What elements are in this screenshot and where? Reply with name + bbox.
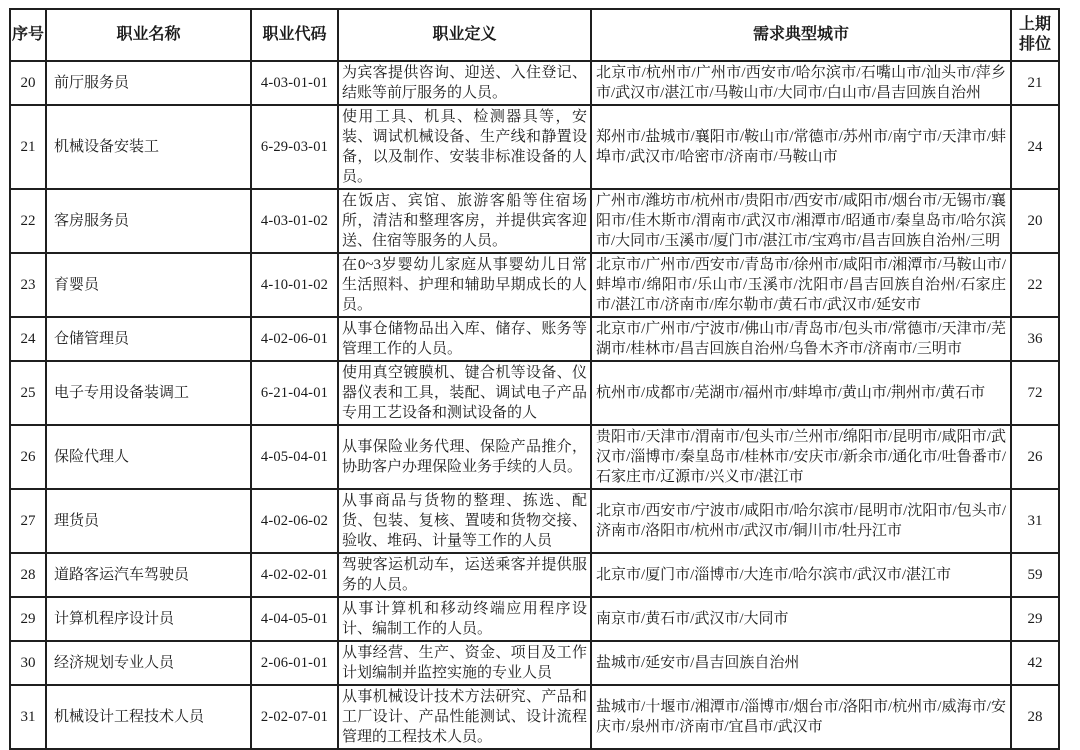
serial-number-cell: 26 [10,425,46,489]
serial-number-cell: 27 [10,489,46,553]
definition-cell: 为宾客提供咨询、迎送、入住登记、结账等前厅服务的人员。 [338,61,591,105]
table-row [10,489,1059,553]
definition-cell: 从事仓储物品出入库、储存、账务等管理工作的人员。 [338,317,591,361]
header-occupation-name: 职业名称 [46,9,251,61]
occupation-name-cell: 育婴员 [46,253,251,317]
occupation-name-cell: 经济规划专业人员 [46,641,251,685]
header-typical-demand-cities: 需求典型城市 [591,9,1011,61]
table-row [10,641,1059,685]
previous-rank-cell: 21 [1011,61,1059,105]
header-occupation-definition: 职业定义 [338,9,591,61]
definition-cell: 使用真空镀膜机、键合机等设备、仪器仪表和工具，装配、调试电子产品专用工艺设备和测试设备的人 [338,361,591,425]
occupation-name-cell: 计算机程序设计员 [46,597,251,641]
occupation-name-cell: 前厅服务员 [46,61,251,105]
occupation-name-cell: 机械设计工程技术人员 [46,685,251,749]
occupation-code-cell: 4-04-05-01 [251,597,338,641]
table-row [10,361,1059,425]
occupation-name-cell: 仓储管理员 [46,317,251,361]
occupation-code-cell: 4-03-01-02 [251,189,338,253]
cities-cell: 郑州市/盐城市/襄阳市/鞍山市/常德市/苏州市/南宁市/天津市/蚌埠市/武汉市/哈密市/济南市/马鞍山市 [591,105,1011,189]
table-header [10,9,1059,61]
occupation-code-cell: 4-02-06-01 [251,317,338,361]
cities-cell: 北京市/西安市/宁波市/咸阳市/哈尔滨市/昆明市/沈阳市/包头市/济南市/洛阳市/杭州市/武汉市/铜川市/牡丹江市 [591,489,1011,553]
cities-cell: 北京市/厦门市/淄博市/大连市/哈尔滨市/武汉市/湛江市 [591,553,1011,597]
previous-rank-cell: 72 [1011,361,1059,425]
serial-number-cell: 31 [10,685,46,749]
definition-cell: 从事机械设计技术方法研究、产品和工厂设计、产品性能测试、设计流程管理的工程技术人员。 [338,685,591,749]
definition-cell: 使用工具、机具、检测器具等，安装、调试机械设备、生产线和静置设备，以及制作、安装非标准设备的人员。 [338,105,591,189]
table-row [10,317,1059,361]
header-occupation-code: 职业代码 [251,9,338,61]
previous-rank-cell: 36 [1011,317,1059,361]
definition-cell: 在0~3岁婴幼儿家庭从事婴幼儿日常生活照料、护理和辅助早期成长的人员。 [338,253,591,317]
serial-number-cell: 25 [10,361,46,425]
cities-cell: 北京市/广州市/西安市/青岛市/徐州市/咸阳市/湘潭市/马鞍山市/蚌埠市/绵阳市/乐山市/玉溪市/沈阳市/昌吉回族自治州/石家庄市/湛江市/济南市/库尔勒市/黄石市/武汉市/延安市 [591,253,1011,317]
occupation-name-cell: 保险代理人 [46,425,251,489]
serial-number-cell: 20 [10,61,46,105]
definition-cell: 驾驶客运机动车，运送乘客并提供服务的人员。 [338,553,591,597]
previous-rank-cell: 22 [1011,253,1059,317]
cities-cell: 贵阳市/天津市/渭南市/包头市/兰州市/绵阳市/昆明市/咸阳市/武汉市/淄博市/秦皇岛市/桂林市/安庆市/新余市/通化市/吐鲁番市/石家庄市/辽源市/兴义市/湛江市 [591,425,1011,489]
serial-number-cell: 30 [10,641,46,685]
occupation-name-cell: 道路客运汽车驾驶员 [46,553,251,597]
cities-cell: 北京市/杭州市/广州市/西安市/哈尔滨市/石嘴山市/汕头市/萍乡市/武汉市/湛江市/马鞍山市/大同市/白山市/昌吉回族自治州 [591,61,1011,105]
occupation-name-cell: 机械设备安装工 [46,105,251,189]
serial-number-cell: 21 [10,105,46,189]
cities-cell: 盐城市/十堰市/湘潭市/淄博市/烟台市/洛阳市/杭州市/威海市/安庆市/泉州市/济南市/宜昌市/武汉市 [591,685,1011,749]
occupation-name-cell: 理货员 [46,489,251,553]
definition-cell: 从事经营、生产、资金、项目及工作计划编制并监控实施的专业人员 [338,641,591,685]
cities-cell: 杭州市/成都市/芜湖市/福州市/蚌埠市/黄山市/荆州市/黄石市 [591,361,1011,425]
table-row [10,189,1059,253]
occupation-code-cell: 2-02-07-01 [251,685,338,749]
cities-cell: 广州市/潍坊市/杭州市/贵阳市/西安市/咸阳市/烟台市/无锡市/襄阳市/佳木斯市/渭南市/武汉市/湘潭市/昭通市/秦皇岛市/哈尔滨市/大同市/玉溪市/厦门市/湛江市/宝鸡市/昌吉回族自治州/三明 [591,189,1011,253]
previous-rank-cell: 28 [1011,685,1059,749]
previous-rank-cell: 31 [1011,489,1059,553]
occupation-code-cell: 4-02-06-02 [251,489,338,553]
table-row [10,685,1059,749]
occupation-code-cell: 6-29-03-01 [251,105,338,189]
table-row [10,597,1059,641]
table-row [10,61,1059,105]
serial-number-cell: 24 [10,317,46,361]
header-serial-number: 序号 [10,9,46,61]
previous-rank-cell: 26 [1011,425,1059,489]
header-previous-rank: 上期排位 [1011,9,1059,61]
definition-cell: 在饭店、宾馆、旅游客船等住宿场所，清洁和整理客房，并提供宾客迎送、住宿等服务的人员。 [338,189,591,253]
occupation-code-cell: 2-06-01-01 [251,641,338,685]
serial-number-cell: 29 [10,597,46,641]
serial-number-cell: 22 [10,189,46,253]
occupation-name-cell: 客房服务员 [46,189,251,253]
previous-rank-cell: 20 [1011,189,1059,253]
occupation-code-cell: 4-05-04-01 [251,425,338,489]
serial-number-cell: 28 [10,553,46,597]
definition-cell: 从事保险业务代理、保险产品推介，协助客户办理保险业务手续的人员。 [338,425,591,489]
occupation-code-cell: 4-10-01-02 [251,253,338,317]
definition-cell: 从事商品与货物的整理、拣选、配货、包装、复核、置唛和货物交接、验收、堆码、计量等工作的人员 [338,489,591,553]
table-row [10,425,1059,489]
previous-rank-cell: 24 [1011,105,1059,189]
table-row [10,553,1059,597]
cities-cell: 南京市/黄石市/武汉市/大同市 [591,597,1011,641]
previous-rank-cell: 42 [1011,641,1059,685]
occupation-code-cell: 4-03-01-01 [251,61,338,105]
occupation-ranking-table [9,8,1060,750]
occupation-name-cell: 电子专用设备装调工 [46,361,251,425]
occupation-code-cell: 6-21-04-01 [251,361,338,425]
serial-number-cell: 23 [10,253,46,317]
cities-cell: 盐城市/延安市/昌吉回族自治州 [591,641,1011,685]
table-row [10,105,1059,189]
table-row [10,253,1059,317]
definition-cell: 从事计算机和移动终端应用程序设计、编制工作的人员。 [338,597,591,641]
cities-cell: 北京市/广州市/宁波市/佛山市/青岛市/包头市/常德市/天津市/芜湖市/桂林市/昌吉回族自治州/乌鲁木齐市/济南市/三明市 [591,317,1011,361]
previous-rank-cell: 59 [1011,553,1059,597]
table-body [10,61,1059,749]
occupation-code-cell: 4-02-02-01 [251,553,338,597]
previous-rank-cell: 29 [1011,597,1059,641]
header-row [10,9,1059,61]
